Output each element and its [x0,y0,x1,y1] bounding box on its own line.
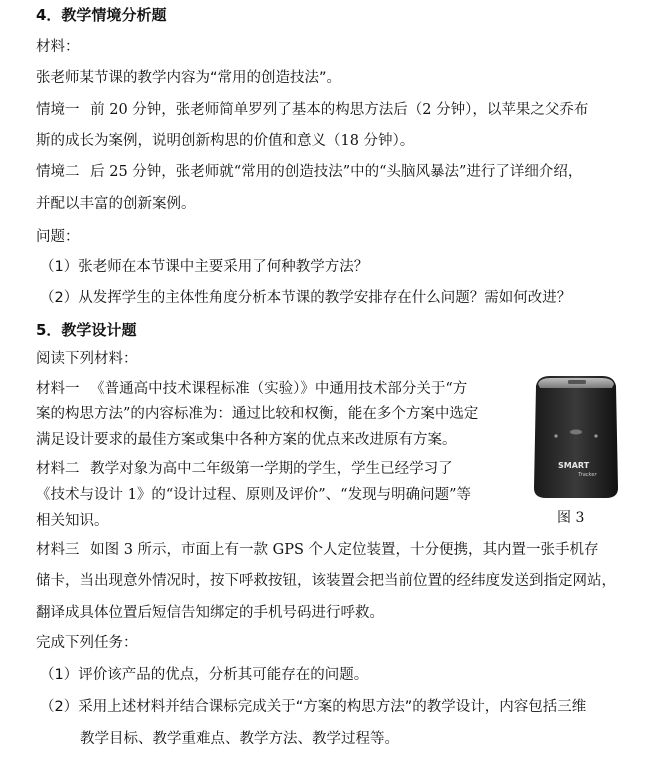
device-brand-text: SMART [558,461,590,470]
question-2: （2）从发挥学生的主体性角度分析本节课的教学安排存在什么问题？需如何改进？ [40,290,572,306]
gps-device-image [528,372,624,502]
question-5-heading: 5．教学设计题 [36,321,137,339]
scenario-2-label: 情境二 [36,164,80,180]
material-1-text-3: 满足设计要求的最佳方案或集中各种方案的优点来改进原有方案。 [36,432,457,448]
scenario-2-line-1 [36,162,582,182]
scenario-2-text-2: 并配以丰富的创新案例。 [36,196,196,212]
material-3-line-1 [36,540,599,560]
material-1-line-1 [36,379,467,399]
material-3-text-3: 翻译成具体位置后短信告知绑定的手机号码进行呼救。 [36,605,384,621]
task-1: （1）评价该产品的优点，分析其可能存在的问题。 [40,667,369,683]
task-label: 完成下列任务： [36,635,138,651]
intro-text: 张老师某节课的教学内容为“常用的创造技法”。 [36,70,342,86]
material-1-text-2: 案的构思方法”的内容标准为：通过比较和权衡，能在多个方案中选定 [36,406,479,422]
scenario-1-text-2: 斯的成长为案例，说明创新构思的价值和意义（18 分钟）。 [36,133,415,149]
material-1-label: 材料一 [36,381,80,397]
material-3-text-1: 如图 3 所示，市面上有一款 GPS 个人定位装置，十分便携，其内置一张手机存 [90,542,599,558]
device-sub-text: Tracker [578,472,597,478]
material-1-text-1: 《普通高中技术课程标准（实验）》中通用技术部分关于“方 [90,381,468,397]
figure-caption: 图 3 [557,510,585,526]
material-3-label: 材料三 [36,542,80,558]
material-3-text-2: 储卡，当出现意外情况时，按下呼救按钮，该装置会把当前位置的经纬度发送到指定网站， [36,573,616,589]
scenario-1-label: 情境一 [36,102,80,118]
material-2-text-1: 教学对象为高中二年级第一学期的学生，学生已经学习了 [90,461,453,477]
material-label: 材料： [36,39,80,55]
question-1: （1）张老师在本节课中主要采用了何种教学方法？ [40,259,369,275]
material-2-label: 材料二 [36,461,80,477]
material-2-text-2: 《技术与设计 1》的“设计过程、原则及评价”、“发现与明确问题”等 [36,487,471,503]
material-2-line-1 [36,459,453,479]
task-2-line-1: （2）采用上述材料并结合课标完成关于“方案的构思方法”的教学设计，内容包括三维 [40,699,587,715]
material-2-text-3: 相关知识。 [36,513,109,529]
scenario-1-line-1 [36,100,588,120]
scenario-1-text-1: 前 20 分钟，张老师简单罗列了基本的构思方法后（2 分钟），以苹果之父乔布 [90,102,589,118]
question-4-heading: 4．教学情境分析题 [36,6,167,24]
question-label: 问题： [36,229,80,245]
read-instruction: 阅读下列材料： [36,351,138,367]
scenario-2-text-1: 后 25 分钟，张老师就“常用的创造技法”中的“头脑风暴法”进行了详细介绍， [90,164,583,180]
task-2-line-2: 教学目标、教学重难点、教学方法、教学过程等。 [80,731,399,747]
